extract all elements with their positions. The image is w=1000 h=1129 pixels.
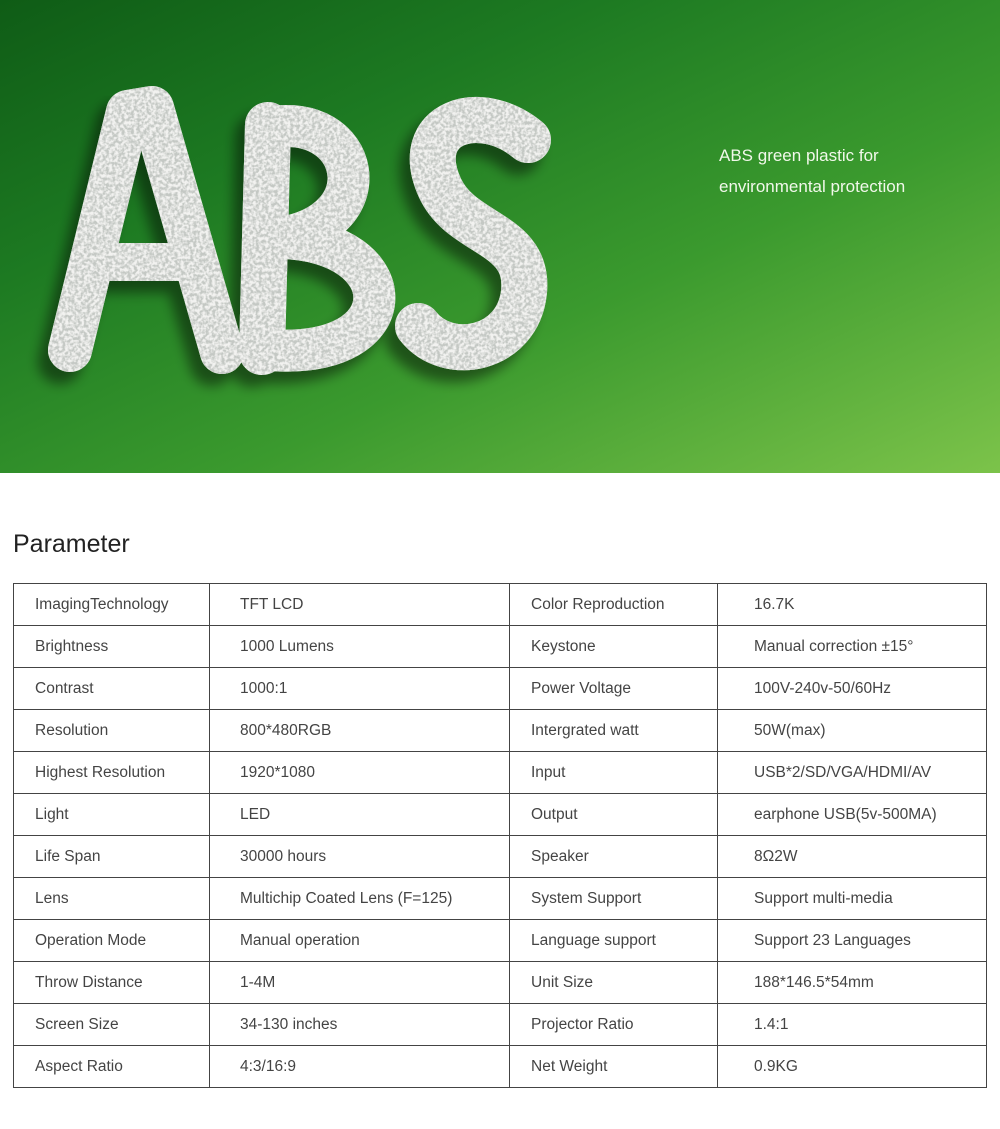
spec-label: Net Weight — [510, 1046, 718, 1088]
spec-value: Support 23 Languages — [718, 920, 987, 962]
spec-value: 800*480RGB — [210, 710, 510, 752]
spec-value: Multichip Coated Lens (F=125) — [210, 878, 510, 920]
spec-label: Life Span — [14, 836, 210, 878]
spec-label: Output — [510, 794, 718, 836]
spec-label: Brightness — [14, 626, 210, 668]
table-row — [14, 710, 987, 752]
spec-value: 100V-240v-50/60Hz — [718, 668, 987, 710]
abs-banner — [0, 0, 1000, 473]
spec-value: 188*146.5*54mm — [718, 962, 987, 1004]
spec-label: Contrast — [14, 668, 210, 710]
spec-label: Lens — [14, 878, 210, 920]
spec-label: Input — [510, 752, 718, 794]
table-row — [14, 752, 987, 794]
spec-label: Speaker — [510, 836, 718, 878]
letter-a-stroke — [70, 108, 222, 352]
spec-label: Power Voltage — [510, 668, 718, 710]
spec-value: 30000 hours — [210, 836, 510, 878]
caption-line-2: environmental protection — [719, 177, 906, 196]
table-row — [14, 962, 987, 1004]
spec-value: 1000 Lumens — [210, 626, 510, 668]
parameter-table — [13, 583, 987, 1088]
table-row — [14, 836, 987, 878]
banner-caption — [719, 140, 979, 202]
spec-value: 34-130 inches — [210, 1004, 510, 1046]
spec-label: ImagingTechnology — [14, 584, 210, 626]
spec-value: 1000:1 — [210, 668, 510, 710]
section-title: Parameter — [13, 530, 130, 558]
spec-value: 1-4M — [210, 962, 510, 1004]
spec-value: LED — [210, 794, 510, 836]
spec-label: Highest Resolution — [14, 752, 210, 794]
spec-label: Language support — [510, 920, 718, 962]
spec-label: Color Reproduction — [510, 584, 718, 626]
spec-value: Manual operation — [210, 920, 510, 962]
spec-value: TFT LCD — [210, 584, 510, 626]
table-row — [14, 626, 987, 668]
spec-label: Light — [14, 794, 210, 836]
spec-value: USB*2/SD/VGA/HDMI/AV — [718, 752, 987, 794]
table-row — [14, 878, 987, 920]
spec-value: 16.7K — [718, 584, 987, 626]
spec-label: System Support — [510, 878, 718, 920]
spec-value: Manual correction ±15° — [718, 626, 987, 668]
spec-label: Projector Ratio — [510, 1004, 718, 1046]
caption-line-1: ABS green plastic for — [719, 146, 879, 165]
table-row — [14, 920, 987, 962]
spec-value: 0.9KG — [718, 1046, 987, 1088]
spec-value: 1.4:1 — [718, 1004, 987, 1046]
spec-label: Keystone — [510, 626, 718, 668]
spec-value: 4:3/16:9 — [210, 1046, 510, 1088]
spec-label: Operation Mode — [14, 920, 210, 962]
spec-value: earphone USB(5v-500MA) — [718, 794, 987, 836]
spec-label: Throw Distance — [14, 962, 210, 1004]
abs-pellet-letters — [0, 0, 1000, 473]
spec-value: Support multi-media — [718, 878, 987, 920]
table-row — [14, 794, 987, 836]
spec-label: Unit Size — [510, 962, 718, 1004]
spec-label: Screen Size — [14, 1004, 210, 1046]
spec-label: Intergrated watt — [510, 710, 718, 752]
table-row — [14, 668, 987, 710]
spec-value: 1920*1080 — [210, 752, 510, 794]
table-row — [14, 584, 987, 626]
table-row — [14, 1004, 987, 1046]
letter-s-stroke — [418, 120, 528, 347]
spec-value: 8Ω2W — [718, 836, 987, 878]
spec-label: Resolution — [14, 710, 210, 752]
spec-label: Aspect Ratio — [14, 1046, 210, 1088]
spec-value: 50W(max) — [718, 710, 987, 752]
table-row — [14, 1046, 987, 1088]
